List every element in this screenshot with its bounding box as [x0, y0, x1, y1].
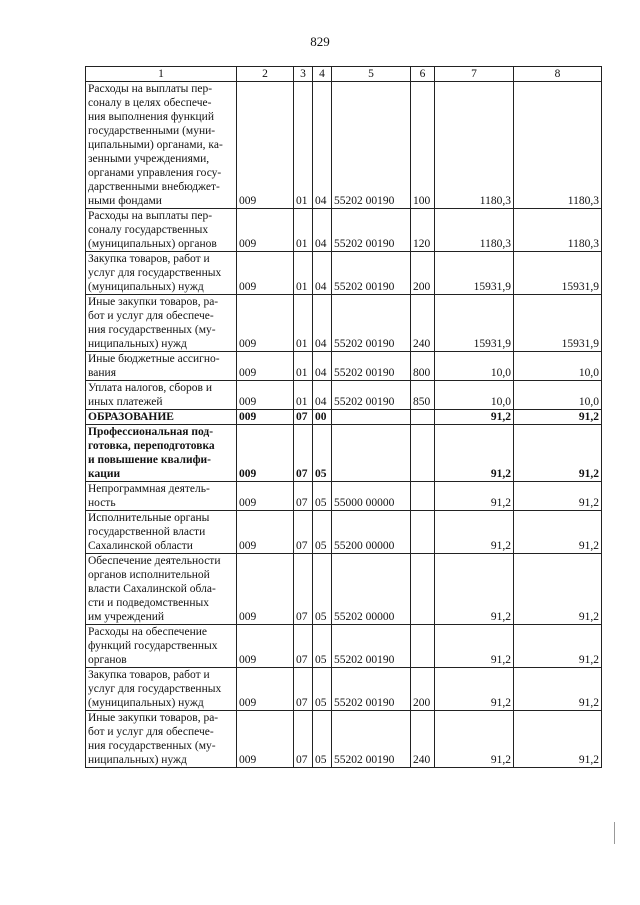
subsection-code-cell: 05 [313, 482, 332, 511]
amount-col7-cell: 91,2 [435, 668, 514, 711]
header-col-5: 5 [332, 67, 411, 82]
row-name-line: государственной власти [88, 526, 206, 538]
department-code-cell: 009 [237, 410, 294, 425]
row-name-line: бот и услуг для обеспече- [88, 310, 214, 322]
section-code-cell: 07 [294, 511, 313, 554]
table-body [86, 82, 602, 768]
row-name-line: органов [88, 654, 127, 666]
row-name-cell [86, 625, 237, 668]
subsection-code-cell: 05 [313, 511, 332, 554]
department-code-cell: 009 [237, 425, 294, 482]
amount-col7-cell: 1180,3 [435, 82, 514, 209]
expense-type-cell [411, 410, 435, 425]
amount-col7-cell: 91,2 [435, 511, 514, 554]
section-code-cell: 01 [294, 209, 313, 252]
row-name-line: услуг для государственных [88, 683, 222, 695]
amount-col7-cell: 91,2 [435, 625, 514, 668]
row-name-line: Уплата налогов, сборов и [88, 382, 212, 394]
expense-type-cell [411, 425, 435, 482]
row-name-line: готовка, переподготовка [88, 440, 215, 452]
target-article-cell: 55202 00190 [332, 668, 411, 711]
expense-type-cell: 850 [411, 381, 435, 410]
page-number: 829 [310, 34, 330, 49]
row-name-line: Расходы на обеспечение [88, 626, 207, 638]
target-article-cell: 55202 00190 [332, 252, 411, 295]
subsection-code-cell: 04 [313, 295, 332, 352]
row-name-line: Иные закупки товаров, ра- [88, 712, 219, 724]
header-col-7: 7 [435, 67, 514, 82]
amount-col8-cell: 91,2 [514, 554, 602, 625]
department-code-cell: 009 [237, 252, 294, 295]
table-row [86, 511, 602, 554]
row-name-line: функций государственных [88, 640, 218, 652]
subsection-code-cell: 04 [313, 252, 332, 295]
department-code-cell: 009 [237, 482, 294, 511]
expense-type-cell [411, 625, 435, 668]
amount-col7-cell: 91,2 [435, 425, 514, 482]
target-article-cell: 55202 00190 [332, 352, 411, 381]
row-name-line: соналу в целях обеспече- [88, 97, 212, 109]
department-code-cell: 009 [237, 554, 294, 625]
header-col-8: 8 [514, 67, 602, 82]
section-code-cell: 01 [294, 82, 313, 209]
row-name-line: ципальными) органами, ка- [88, 139, 223, 151]
amount-col8-cell: 91,2 [514, 511, 602, 554]
amount-col8-cell: 15931,9 [514, 295, 602, 352]
table-row [86, 482, 602, 511]
row-name-line: государственными (муни- [88, 125, 216, 137]
target-article-cell: 55202 00190 [332, 381, 411, 410]
target-article-cell: 55202 00190 [332, 625, 411, 668]
table-row [86, 209, 602, 252]
subsection-code-cell: 05 [313, 625, 332, 668]
expense-type-cell [411, 554, 435, 625]
header-col-6: 6 [411, 67, 435, 82]
scan-mark [614, 822, 615, 844]
department-code-cell: 009 [237, 209, 294, 252]
expense-type-cell: 200 [411, 668, 435, 711]
expense-type-cell: 240 [411, 295, 435, 352]
subsection-code-cell: 04 [313, 352, 332, 381]
expense-type-cell: 800 [411, 352, 435, 381]
target-article-cell [332, 410, 411, 425]
expense-type-cell: 120 [411, 209, 435, 252]
amount-col7-cell: 10,0 [435, 381, 514, 410]
row-name-line: Иные бюджетные ассигно- [88, 353, 220, 365]
amount-col8-cell: 91,2 [514, 668, 602, 711]
header-col-2: 2 [237, 67, 294, 82]
row-name-line: и повышение квалифи- [88, 454, 212, 466]
row-name-line: Обеспечение деятельности [88, 555, 221, 567]
department-code-cell: 009 [237, 295, 294, 352]
row-name-line: органов исполнительной [88, 569, 210, 581]
table-row [86, 352, 602, 381]
table-row [86, 82, 602, 209]
row-name-cell [86, 209, 237, 252]
amount-col8-cell: 1180,3 [514, 82, 602, 209]
table-row [86, 252, 602, 295]
row-name-line: зенными учреждениями, [88, 153, 210, 165]
amount-col7-cell: 10,0 [435, 352, 514, 381]
row-name-line: Расходы на выплаты пер- [88, 210, 213, 222]
row-name-line: кации [88, 468, 121, 480]
header-col-1: 1 [86, 67, 237, 82]
amount-col8-cell: 1180,3 [514, 209, 602, 252]
header-col-4: 4 [313, 67, 332, 82]
section-code-cell: 01 [294, 352, 313, 381]
amount-col8-cell: 91,2 [514, 711, 602, 768]
amount-col8-cell: 10,0 [514, 352, 602, 381]
section-code-cell: 01 [294, 252, 313, 295]
target-article-cell: 55000 00000 [332, 482, 411, 511]
row-name-line: Расходы на выплаты пер- [88, 83, 213, 95]
section-code-cell: 07 [294, 482, 313, 511]
target-article-cell: 55202 00190 [332, 82, 411, 209]
row-name-line: ными фондами [88, 195, 162, 207]
section-code-cell: 07 [294, 410, 313, 425]
section-code-cell: 07 [294, 668, 313, 711]
department-code-cell: 009 [237, 381, 294, 410]
row-name-line: Закупка товаров, работ и [88, 253, 210, 265]
amount-col7-cell: 15931,9 [435, 295, 514, 352]
amount-col7-cell: 15931,9 [435, 252, 514, 295]
table-row [86, 668, 602, 711]
row-name-cell [86, 381, 237, 410]
expense-type-cell [411, 482, 435, 511]
section-code-cell: 07 [294, 425, 313, 482]
row-name-line: ниципальных) нужд [88, 338, 187, 350]
department-code-cell: 009 [237, 82, 294, 209]
row-name-line: (муниципальных) нужд [88, 281, 204, 293]
department-code-cell: 009 [237, 625, 294, 668]
table-row [86, 410, 602, 425]
subsection-code-cell: 04 [313, 381, 332, 410]
amount-col8-cell: 91,2 [514, 410, 602, 425]
expense-type-cell [411, 511, 435, 554]
amount-col7-cell: 91,2 [435, 410, 514, 425]
row-name-cell [86, 295, 237, 352]
department-code-cell: 009 [237, 511, 294, 554]
row-name-line: Закупка товаров, работ и [88, 669, 210, 681]
row-name-cell [86, 352, 237, 381]
table-header-row [86, 67, 602, 82]
row-name-line: ния государственных (му- [88, 740, 216, 752]
amount-col8-cell: 10,0 [514, 381, 602, 410]
amount-col8-cell: 91,2 [514, 625, 602, 668]
table-row [86, 711, 602, 768]
table-row [86, 625, 602, 668]
row-name-line: (муниципальных) нужд [88, 697, 204, 709]
target-article-cell: 55202 00190 [332, 711, 411, 768]
amount-col7-cell: 1180,3 [435, 209, 514, 252]
row-name-cell [86, 554, 237, 625]
header-col-3: 3 [294, 67, 313, 82]
row-name-cell [86, 82, 237, 209]
amount-col8-cell: 91,2 [514, 482, 602, 511]
row-name-line: Сахалинской области [88, 540, 193, 552]
row-name-cell [86, 425, 237, 482]
row-name-line: услуг для государственных [88, 267, 222, 279]
target-article-cell: 55202 00190 [332, 295, 411, 352]
row-name-line: сти и подведомственных [88, 597, 209, 609]
row-name-cell [86, 711, 237, 768]
row-name-line: ОБРАЗОВАНИЕ [88, 411, 174, 423]
section-code-cell: 01 [294, 295, 313, 352]
subsection-code-cell: 04 [313, 209, 332, 252]
table-row [86, 554, 602, 625]
row-name-line: ния государственных (му- [88, 324, 216, 336]
section-code-cell: 07 [294, 711, 313, 768]
target-article-cell: 55200 00000 [332, 511, 411, 554]
table-row [86, 295, 602, 352]
subsection-code-cell: 00 [313, 410, 332, 425]
row-name-line: Непрограммная деятель- [88, 483, 210, 495]
section-code-cell: 01 [294, 381, 313, 410]
row-name-line: ния выполнения функций [88, 111, 214, 123]
row-name-line: им учреждений [88, 611, 165, 623]
target-article-cell [332, 425, 411, 482]
amount-col8-cell: 91,2 [514, 425, 602, 482]
department-code-cell: 009 [237, 352, 294, 381]
subsection-code-cell: 05 [313, 711, 332, 768]
target-article-cell: 55202 00000 [332, 554, 411, 625]
row-name-cell [86, 410, 237, 425]
table-row [86, 381, 602, 410]
row-name-line: вания [88, 367, 116, 379]
target-article-cell: 55202 00190 [332, 209, 411, 252]
expense-type-cell: 240 [411, 711, 435, 768]
row-name-line: бот и услуг для обеспече- [88, 726, 214, 738]
row-name-line: Исполнительные органы [88, 512, 210, 524]
amount-col8-cell: 15931,9 [514, 252, 602, 295]
row-name-line: власти Сахалинской обла- [88, 583, 216, 595]
subsection-code-cell: 05 [313, 554, 332, 625]
row-name-line: соналу государственных [88, 224, 209, 236]
row-name-line: органами управления госу- [88, 167, 222, 179]
amount-col7-cell: 91,2 [435, 554, 514, 625]
row-name-cell [86, 668, 237, 711]
row-name-line: (муниципальных) органов [88, 238, 217, 250]
subsection-code-cell: 04 [313, 82, 332, 209]
row-name-line: Иные закупки товаров, ра- [88, 296, 219, 308]
row-name-line: ниципальных) нужд [88, 754, 187, 766]
row-name-line: иных платежей [88, 396, 163, 408]
expense-type-cell: 200 [411, 252, 435, 295]
section-code-cell: 07 [294, 625, 313, 668]
table-row [86, 425, 602, 482]
budget-table [85, 66, 602, 768]
row-name-line: Профессиональная под- [88, 426, 214, 438]
amount-col7-cell: 91,2 [435, 482, 514, 511]
amount-col7-cell: 91,2 [435, 711, 514, 768]
department-code-cell: 009 [237, 711, 294, 768]
row-name-cell [86, 511, 237, 554]
row-name-cell [86, 482, 237, 511]
row-name-line: ность [88, 497, 116, 509]
row-name-cell [86, 252, 237, 295]
department-code-cell: 009 [237, 668, 294, 711]
subsection-code-cell: 05 [313, 425, 332, 482]
expense-type-cell: 100 [411, 82, 435, 209]
row-name-line: дарственными внебюджет- [88, 181, 220, 193]
subsection-code-cell: 05 [313, 668, 332, 711]
section-code-cell: 07 [294, 554, 313, 625]
